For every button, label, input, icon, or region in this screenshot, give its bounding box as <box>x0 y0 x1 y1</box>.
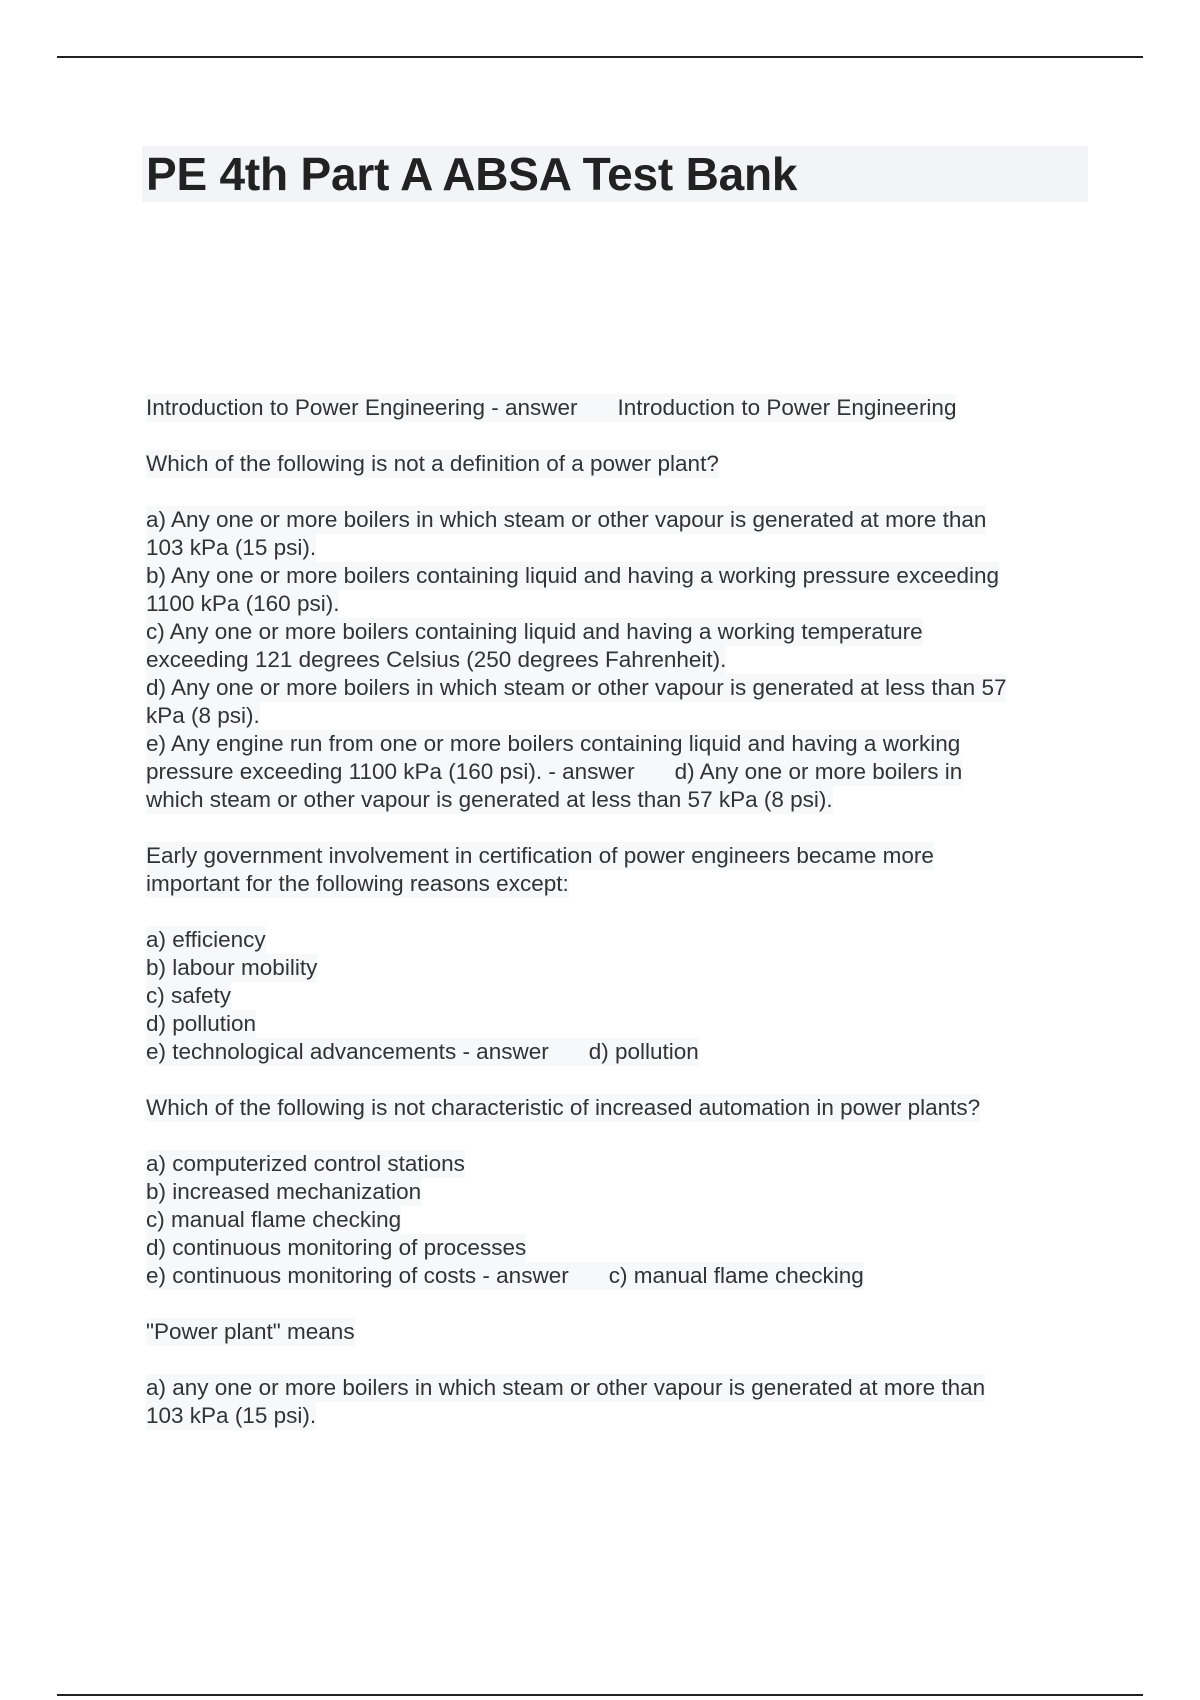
q1-options-block <box>146 506 1086 814</box>
q3-option: d) continuous monitoring of processes <box>146 1235 527 1260</box>
q1-question-block <box>146 450 1086 478</box>
q3-options-block <box>146 1150 1086 1290</box>
q1-question: Which of the following is not a definition of a power plant? <box>146 451 719 476</box>
document-body <box>146 394 1086 1458</box>
q4-option-line: a) any one or more boilers in which steam or other vapour is generated at more than <box>146 1375 986 1400</box>
q4-options-block <box>146 1374 1086 1430</box>
q3-answer-line <box>146 1262 864 1290</box>
q1-option-line: 1100 kPa (160 psi). <box>146 591 340 616</box>
q1-answer-end: which steam or other vapour is generated at less than 57 kPa (8 psi). <box>146 787 833 812</box>
q2-question-line: Early government involvement in certification of power engineers became more <box>146 843 934 868</box>
q2-option: b) labour mobility <box>146 955 318 980</box>
intro-question: Introduction to Power Engineering - answer <box>146 395 578 420</box>
q2-answer: d) pollution <box>588 1039 699 1064</box>
q3-last-option: e) continuous monitoring of costs - answer <box>146 1263 569 1288</box>
q1-option-line: exceeding 121 degrees Celsius (250 degrees Fahrenheit). <box>146 647 727 672</box>
q3-option: c) manual flame checking <box>146 1207 402 1232</box>
intro-line <box>146 394 956 422</box>
q3-option: a) computerized control stations <box>146 1151 465 1176</box>
q1-option-line: e) Any engine run from one or more boilers containing liquid and having a working <box>146 731 961 756</box>
q1-last-line-prefix: pressure exceeding 1100 kPa (160 psi). - answer <box>146 759 635 784</box>
q3-question: Which of the following is not characteristic of increased automation in power plants? <box>146 1095 981 1120</box>
document-title: PE 4th Part A ABSA Test Bank <box>146 148 798 200</box>
q2-options-block <box>146 926 1086 1066</box>
q3-answer: c) manual flame checking <box>608 1263 864 1288</box>
q4-question-block <box>146 1318 1086 1346</box>
q1-option-line: kPa (8 psi). <box>146 703 260 728</box>
bottom-rule <box>57 1694 1143 1696</box>
q1-option-line: a) Any one or more boilers in which steam or other vapour is generated at more than <box>146 507 987 532</box>
q1-answer-line <box>146 758 962 786</box>
q2-option: d) pollution <box>146 1011 257 1036</box>
q2-answer-line <box>146 1038 699 1066</box>
q2-last-option: e) technological advancements - answer <box>146 1039 549 1064</box>
q1-option-line: b) Any one or more boilers containing liquid and having a working pressure exceeding <box>146 563 1000 588</box>
q2-option: c) safety <box>146 983 232 1008</box>
q3-option: b) increased mechanization <box>146 1179 422 1204</box>
q1-option-line: c) Any one or more boilers containing liquid and having a working temperature <box>146 619 923 644</box>
intro-answer: Introduction to Power Engineering <box>617 395 957 420</box>
q2-option: a) efficiency <box>146 927 266 952</box>
top-rule <box>57 56 1143 58</box>
q1-option-line: 103 kPa (15 psi). <box>146 535 317 560</box>
q1-answer-start: d) Any one or more boilers in <box>674 759 963 784</box>
q3-question-block <box>146 1094 1086 1122</box>
q4-question: "Power plant" means <box>146 1319 355 1344</box>
intro-block <box>146 394 1086 422</box>
q2-question-block <box>146 842 1086 898</box>
q4-option-line: 103 kPa (15 psi). <box>146 1403 317 1428</box>
q1-option-line: d) Any one or more boilers in which steam or other vapour is generated at less than 57 <box>146 675 1007 700</box>
q2-question-line: important for the following reasons except: <box>146 871 569 896</box>
